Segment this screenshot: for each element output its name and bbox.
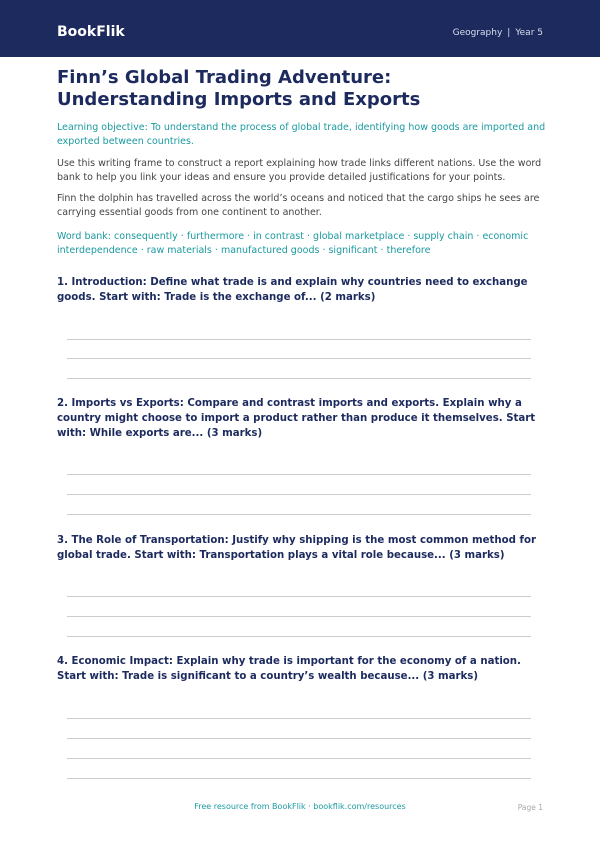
answer-line[interactable]: [67, 339, 531, 340]
word-bank: Word bank: consequently · furthermore · in contrast · global marketplace · supply chain · economic interdependence · raw materials · manufactured goods · significant · therefore: [57, 231, 529, 256]
subject-label: Geography: [452, 28, 503, 38]
answer-line[interactable]: [67, 596, 531, 597]
answer-line[interactable]: [67, 778, 531, 779]
learning-objective: Learning objective: To understand the process of global trade, identifying how goods are imported and exported between countries.: [57, 122, 546, 147]
page-number: Page 1: [517, 803, 543, 812]
question-2: 2. Imports vs Exports: Compare and contrast imports and exports. Explain why a country might choose to import a product rather than produce it themselves. Start with: While exports are... (3 marks): [57, 398, 536, 439]
question-1: 1. Introduction: Define what trade is and explain why countries need to exchange goods. Start with: Trade is the exchange of... (2 marks): [57, 277, 528, 303]
answer-line[interactable]: [67, 758, 531, 759]
answer-line[interactable]: [67, 494, 531, 495]
answer-line[interactable]: [67, 718, 531, 719]
footer-resource-text: Free resource from BookFlik · bookflik.com/resources: [194, 802, 406, 811]
answer-line[interactable]: [67, 636, 531, 637]
answer-line[interactable]: [67, 474, 531, 475]
brand-logo: BookFlik: [57, 24, 125, 40]
question-4: 4. Economic Impact: Explain why trade is important for the economy of a nation. Start with: Trade is significant to a country’s wealth because... (3 marks): [57, 656, 521, 682]
separator: |: [507, 28, 511, 38]
answer-line[interactable]: [67, 616, 531, 617]
question-3: 3. The Role of Transportation: Justify why shipping is the most common method for global trade. Start with: Transportation plays a vital role because... (3 marks): [57, 535, 536, 561]
answer-line[interactable]: [67, 378, 531, 379]
subject-year-label: [453, 28, 543, 38]
page-header: [0, 0, 600, 57]
answer-line[interactable]: [67, 514, 531, 515]
worksheet-title: Finn’s Global Trading Adventure: Understanding Imports and Exports: [57, 67, 421, 110]
answer-line[interactable]: [67, 738, 531, 739]
story-intro: Finn the dolphin has travelled across the world’s oceans and noticed that the cargo ships he sees are carrying essential goods from one continent to another.: [57, 193, 540, 218]
answer-line[interactable]: [67, 358, 531, 359]
instructions: Use this writing frame to construct a report explaining how trade links different nations. Use the word bank to help you link your ideas and ensure you provide detailed justifications for your points.: [57, 158, 542, 183]
year-label: Year 5: [515, 28, 543, 38]
